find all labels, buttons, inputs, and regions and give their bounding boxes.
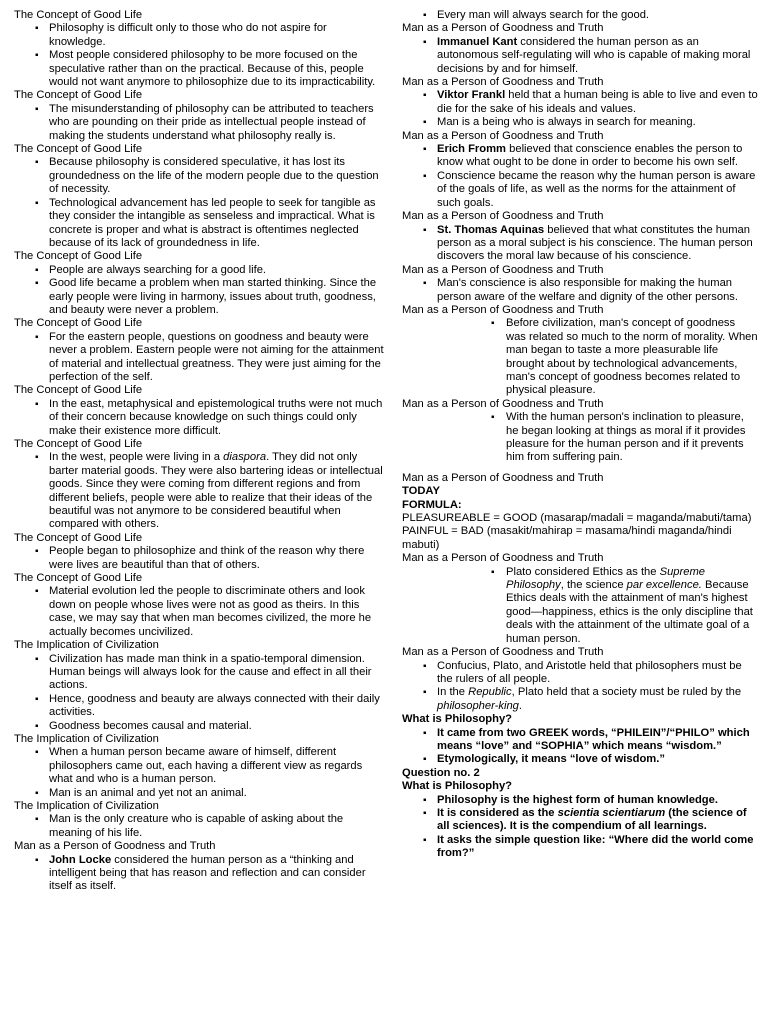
philosopher-name: John Locke: [49, 853, 112, 866]
bullet-item: [14, 854, 386, 894]
text-span: , the science: [560, 579, 627, 592]
bullet-item: ▪ Man's conscience is also responsible for making the human person aware of the welfare and dignity of the other persons.: [402, 277, 758, 304]
philosopher-name: Viktor Frankl: [437, 89, 506, 102]
section-heading: The Concept of Good Life: [14, 572, 143, 585]
bullet-item: [402, 36, 758, 76]
text-span: In the west, people were living in a: [49, 451, 224, 464]
section-formula: [402, 472, 758, 552]
bullet-item: ▪ Most people considered philosophy to be more focused on the speculative rather than on the practical. Because of this, people would not want anymore to philosophize due to its impracticability.: [14, 49, 386, 89]
bullet-item: ▪ When a human person became aware of himself, different philosophers came out, each having a different view as regards what and who is a human person.: [14, 746, 386, 786]
left-column: [14, 9, 386, 894]
emphasis-text: Republic: [468, 686, 512, 699]
text-span: . They did not only barter material goods. They were also bartering ideas or intellectual goods. Since they were coming from different regions and from different beliefs, people were able to realize that their ideas of the beautiful was not anymore to be considered beautiful when compared with others.: [49, 451, 383, 531]
philosopher-name: Erich Fromm: [437, 143, 507, 156]
section-before-civilization: [402, 304, 758, 398]
section-heading: The Implication of Civilization: [14, 799, 159, 812]
section-good-life-6: [14, 384, 386, 438]
section-heading: Man as a Person of Goodness and Truth: [402, 646, 604, 659]
section-aquinas: [402, 210, 758, 264]
section-civilization-2: [14, 733, 386, 800]
section-heading: The Concept of Good Life: [14, 531, 143, 544]
text-span: Because Ethics deals with the attainment of man's highest good—happiness, ethics is the only discipline that deals with the attainment of the ultimate goal of a human person.: [506, 579, 753, 645]
text-span: Plato considered Ethics as the: [506, 565, 660, 578]
text-span: considered the human person as an autonomous self-regulating will who is capable of making moral decisions by and for himself.: [437, 35, 751, 75]
bullet-item: [14, 451, 386, 531]
section-question-2: [402, 767, 758, 861]
bullet-item: ▪ For the eastern people, questions on goodness and beauty were never a problem. Eastern people were not aiming for the attainment of material and intellectual greatness. They were just aiming for the perfection of the self.: [14, 331, 386, 385]
bullet-item: ▪ Goodness becomes causal and material.: [14, 720, 386, 733]
section-civilization-3: [14, 800, 386, 840]
section-good-life-4: [14, 250, 386, 317]
formula-line: PAINFUL = BAD (masakit/mahirap = masama/hindi maganda/hindi mabuti): [402, 525, 732, 551]
section-good-life-8: [14, 532, 386, 572]
text-span: It is considered as the: [437, 806, 558, 819]
bullet-item: ▪ The misunderstanding of philosophy can be attributed to teachers who are pounding on their pride as intellectual people instead of making the students understand what philosophy really is.: [14, 103, 386, 143]
formula-label: FORMULA:: [402, 498, 462, 511]
section-heading: Man as a Person of Goodness and Truth: [402, 22, 604, 35]
bullet-item: ▪ It came from two GREEK words, “PHILEIN”/“PHILO” which means “love” and “SOPHIA” which means “wisdom.”: [402, 727, 758, 754]
bullet-item: ▪ Civilization has made man think in a spatio-temporal dimension. Human beings will always look for the cause and effect in all their actions.: [14, 653, 386, 693]
bullet-item: ▪ Etymologically, it means “love of wisdom.”: [402, 753, 758, 766]
bullet-item: ▪ People began to philosophize and think of the reason why there were lives are beautiful than that of others.: [14, 545, 386, 572]
section-good-life-2: [14, 89, 386, 143]
bullet-item: ▪ Before civilization, man's concept of goodness was related so much to the norm of morality. When man began to taste a more pleasurable life brought about by technological advancements, man's concept of goodness becomes related to physical pleasure.: [402, 317, 758, 397]
section-heading: The Concept of Good Life: [14, 317, 143, 330]
text-span: held that a human being is able to live and even to die for the sake of his ideals and values.: [437, 89, 758, 115]
section-what-is-philosophy: [402, 713, 758, 767]
section-fromm: [402, 130, 758, 210]
text-span: , Plato held that a society must be ruled by the: [511, 686, 742, 699]
bullet-item: [402, 807, 758, 834]
question-label: Question no. 2: [402, 766, 480, 779]
bullet-item: [402, 566, 758, 646]
section-heading: The Concept of Good Life: [14, 384, 143, 397]
section-good-life-5: [14, 317, 386, 384]
section-heading: The Implication of Civilization: [14, 639, 159, 652]
bullet-item: ▪ With the human person's inclination to pleasure, he began looking at things as moral if it provides pleasure for the human person and if it prevents him from suffering pain.: [402, 411, 758, 465]
bullet-item: ▪ Philosophy is difficult only to those who do not aspire for knowledge.: [14, 22, 386, 49]
section-good-life-7: [14, 438, 386, 532]
today-label: TODAY: [402, 485, 440, 498]
section-heading: Man as a Person of Goodness and Truth: [402, 76, 604, 89]
section-good-life-3: [14, 143, 386, 250]
section-heading: Man as a Person of Goodness and Truth: [402, 471, 604, 484]
bullet-item: ▪ Man is a being who is always in search for meaning.: [402, 116, 758, 129]
philosopher-name: Immanuel Kant: [437, 35, 518, 48]
section-heading: Man as a Person of Goodness and Truth: [402, 397, 604, 410]
section-heading: What is Philosophy?: [402, 780, 513, 793]
text-span: believed that what constitutes the human person as a moral subject is his conscience. The human person discovers the moral law because of his conscience.: [437, 223, 753, 263]
bullet-item: ▪ Material evolution led the people to discriminate others and look down on people whose lives were not as good as theirs. In this case, we may say that when man becomes civilized, the more he actually becomes uncivilized.: [14, 585, 386, 639]
section-heading: Man as a Person of Goodness and Truth: [402, 210, 604, 223]
text-span: considered the human person as a “thinking and intelligent being that has reason and reflection and can consider itself as itself.: [49, 853, 366, 893]
philosopher-name: St. Thomas Aquinas: [437, 223, 545, 236]
section-heading: The Concept of Good Life: [14, 9, 143, 21]
bullet-item: ▪ Every man will always search for the good.: [402, 9, 758, 22]
bullet-item: ▪ Man is an animal and yet not an animal.: [14, 787, 386, 800]
text-span: .: [518, 699, 522, 712]
bullet-item: ▪ Man is the only creature who is capable of asking about the meaning of his life.: [14, 813, 386, 840]
right-column: [402, 9, 758, 861]
text-span: In the: [437, 686, 469, 699]
section-heading: Man as a Person of Goodness and Truth: [402, 303, 604, 316]
section-plato-ethics: [402, 552, 758, 646]
section-heading: Man as a Person of Goodness and Truth: [402, 129, 604, 142]
emphasis-text: scientia scientiarum: [557, 806, 666, 819]
bullet-item: [402, 143, 758, 170]
section-frankl: [402, 76, 758, 130]
formula-line: PLEASUREABLE = GOOD (masarap/madali = maganda/mabuti/tama): [402, 512, 752, 525]
bullet-item: [402, 224, 758, 264]
emphasis-text: Supreme Philosophy: [506, 565, 706, 592]
bullet-item: ▪ Because philosophy is considered speculative, it has lost its groundedness on the life of the modern people due to the question of necessity.: [14, 156, 386, 196]
bullet-item: ▪ It asks the simple question like: “Where did the world come from?”: [402, 834, 758, 861]
bullet-item: ▪ Confucius, Plato, and Aristotle held that philosophers must be the rulers of all people.: [402, 660, 758, 687]
bullet-item: ▪ Good life became a problem when man started thinking. Since the early people were living in harmony, issues about truth, goodness, and beauty were never a problem.: [14, 277, 386, 317]
section-good-life-1: [14, 9, 386, 89]
bullet-item: ▪ Hence, goodness and beauty are always connected with their daily activities.: [14, 693, 386, 720]
section-heading: The Implication of Civilization: [14, 732, 159, 745]
section-heading: The Concept of Good Life: [14, 89, 143, 102]
bullet-item: ▪ Conscience became the reason why the human person is aware of the goals of life, as well as the norms for the attainment of such goals.: [402, 170, 758, 210]
text-span: (the science of all sciences). It is the compendium of all learnings.: [437, 806, 747, 833]
section-goodness-locke: [14, 840, 386, 894]
emphasis-text: par excellence.: [626, 579, 702, 592]
bullet-item: ▪ In the east, metaphysical and epistemological truths were not much of their concern because knowledge on such things could only make their existence more difficult.: [14, 398, 386, 438]
section-heading: The Concept of Good Life: [14, 438, 143, 450]
section-heading: Man as a Person of Goodness and Truth: [402, 552, 604, 565]
bullet-item: ▪ People are always searching for a good life.: [14, 264, 386, 277]
section-kant: [402, 22, 758, 76]
bullet-item: ▪ Technological advancement has led people to seek for tangible as they consider the intangible as senseless and impractical. What is concrete is proper and what is abstract is oftentimes neglected because of its lack of groundedness in life.: [14, 197, 386, 251]
section-good-life-9: [14, 572, 386, 639]
section-heading: Man as a Person of Goodness and Truth: [14, 840, 216, 853]
section-heading: What is Philosophy?: [402, 713, 513, 726]
section-civilization-1: [14, 639, 386, 733]
emphasis-text: diaspora: [223, 451, 267, 464]
bullet-item: ▪ Philosophy is the highest form of human knowledge.: [402, 794, 758, 807]
section-inclination: [402, 398, 758, 465]
section-rulers: [402, 646, 758, 713]
bullet-item: [402, 686, 758, 713]
bullet-item: [402, 89, 758, 116]
section-conscience: [402, 264, 758, 304]
text-span: believed that conscience enables the person to know what ought to be done in order to become his own self.: [437, 143, 743, 169]
section-heading: Man as a Person of Goodness and Truth: [402, 263, 604, 276]
section-heading: The Concept of Good Life: [14, 143, 143, 156]
section-heading: The Concept of Good Life: [14, 250, 143, 263]
emphasis-text: philosopher-king: [437, 699, 519, 712]
